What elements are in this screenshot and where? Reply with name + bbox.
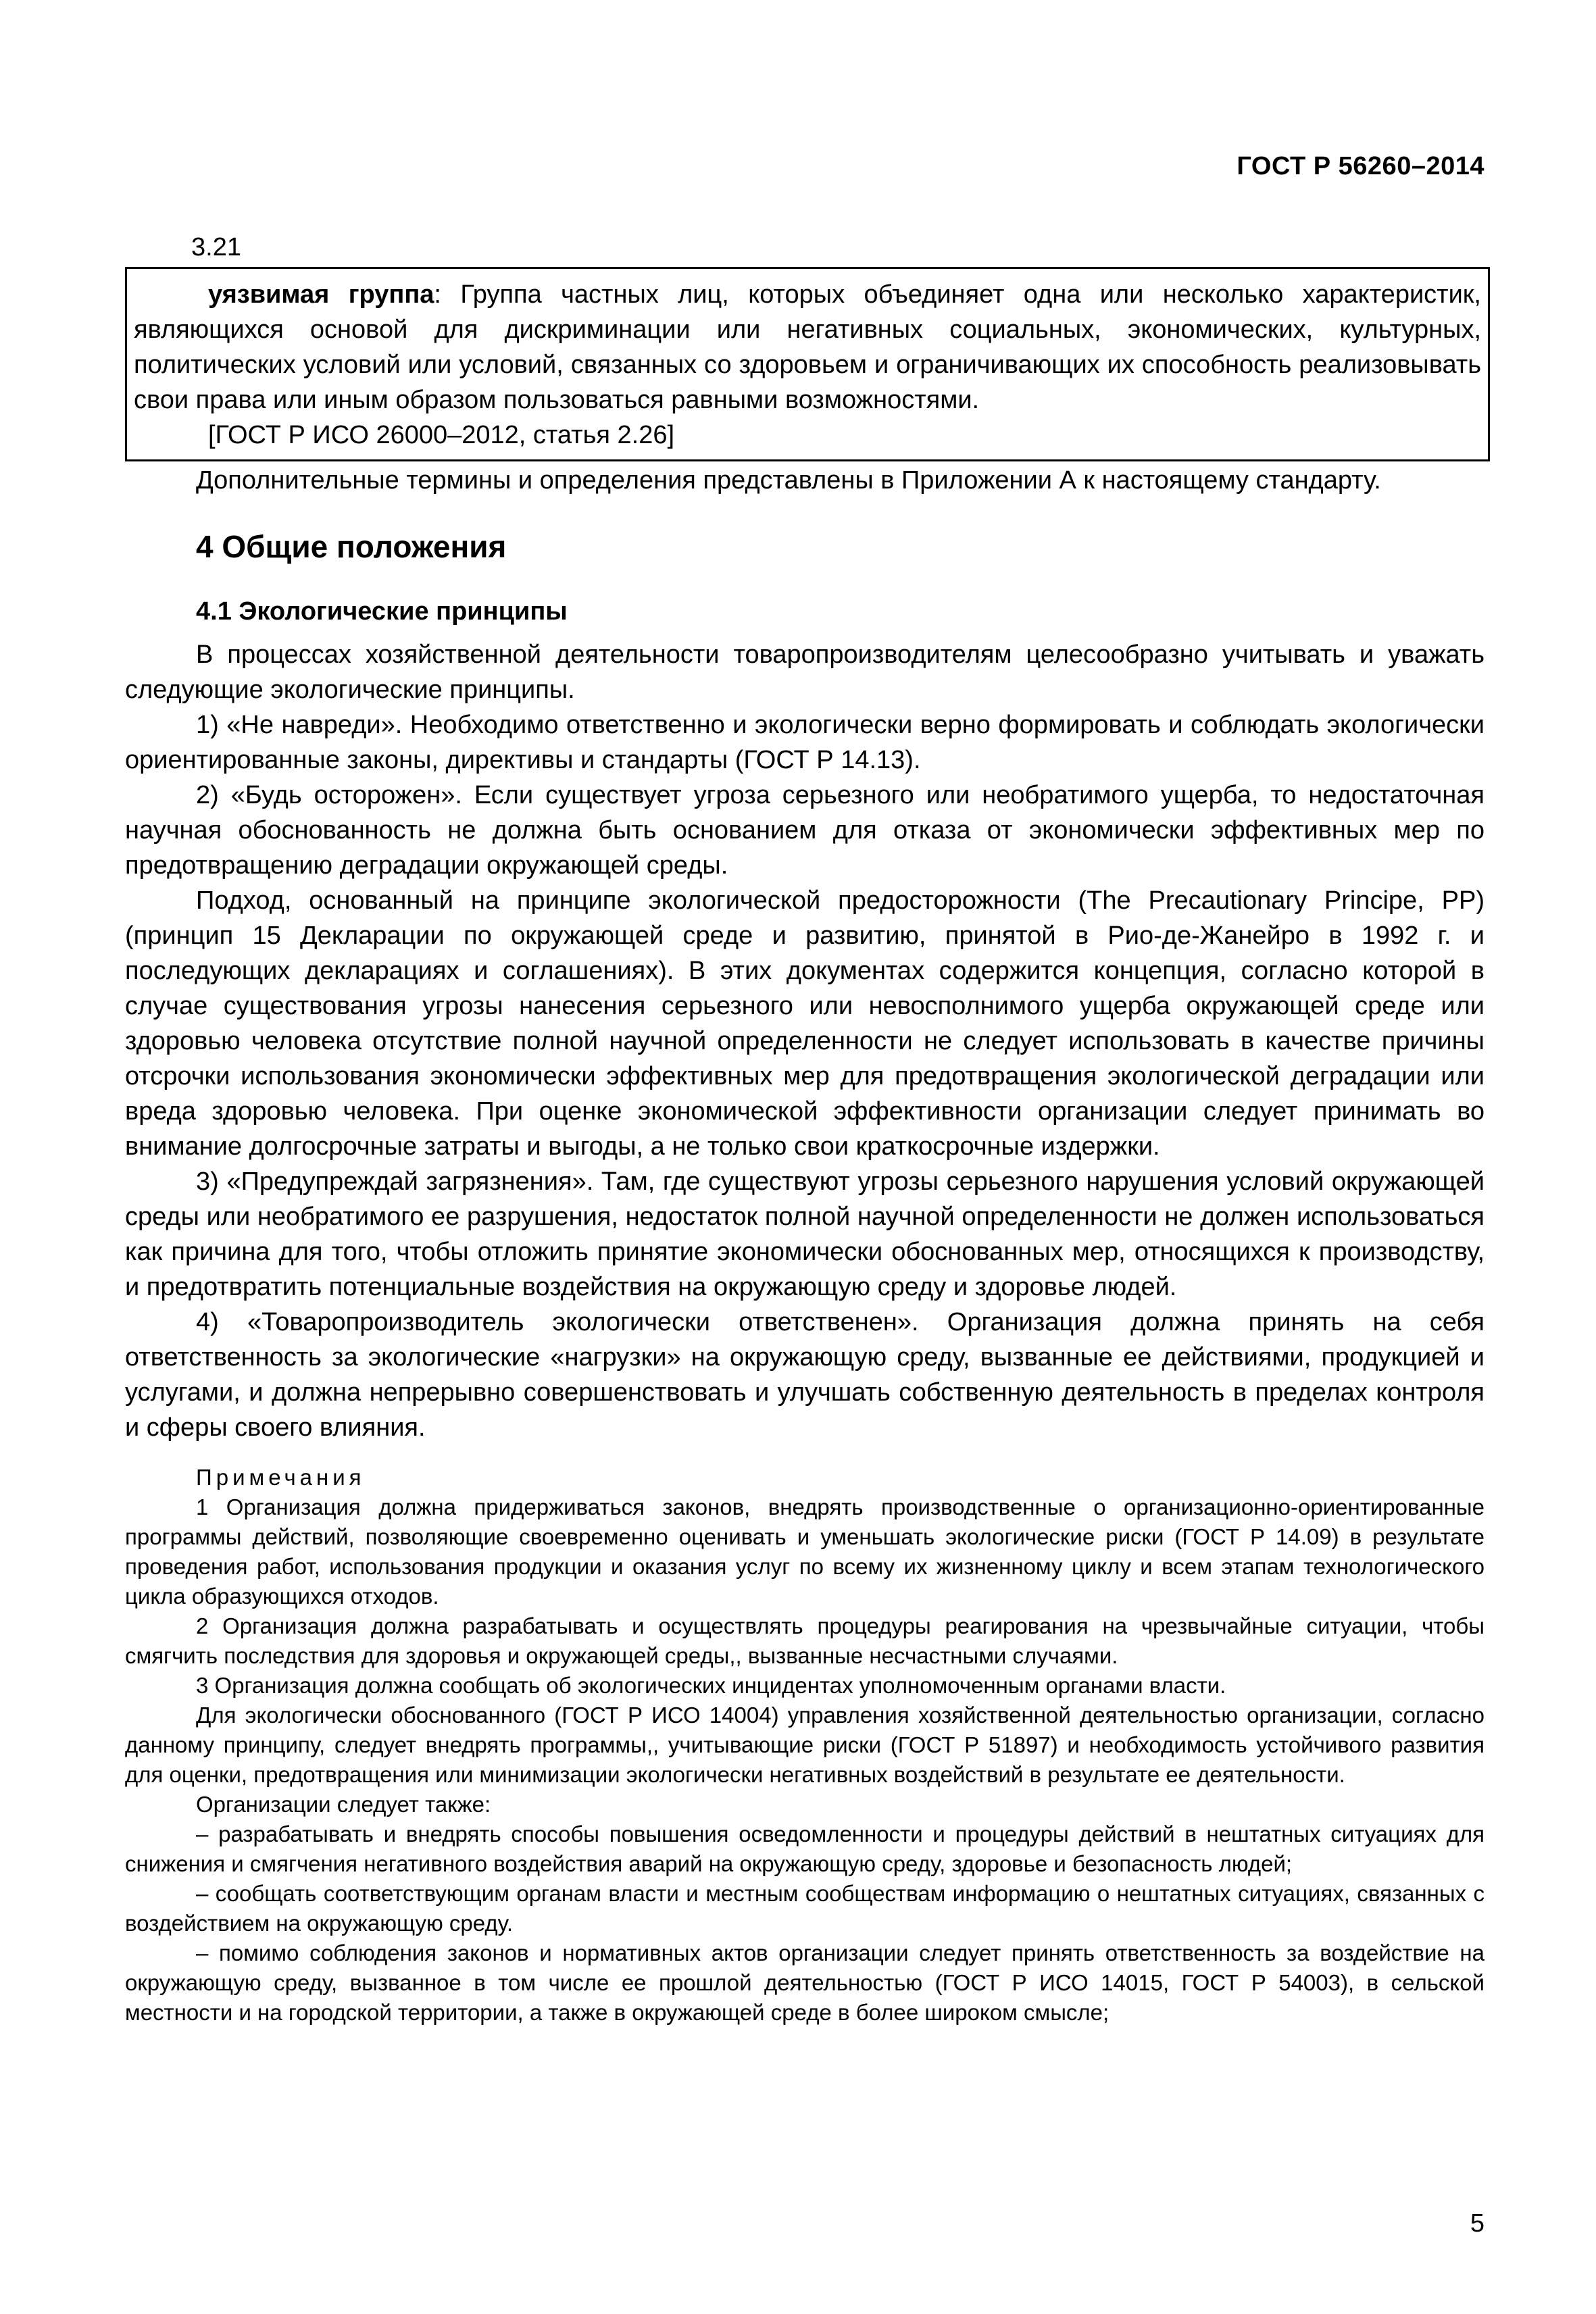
- document-page: [125, 0, 1485, 2314]
- note-item: Организации следует также:: [196, 1792, 491, 1817]
- document-id-header: ГОСТ Р 56260–2014: [1237, 152, 1485, 180]
- paragraph: Подход, основанный на принципе экологической предосторожности (The Precautionary Principe, PP) (принцип 15 Декларации по окружающей среде и развитию, принятой в Рио-де-Жанейро в 1992 г. и последующих декларациях и соглашениях). В этих документах содержится концепция, согласно которой в случае существования угрозы нанесения серьезного или невосполнимого ущерба окружающей среде или здоровью человека отсутствие полной научной определенности не следует использовать в качестве причины отсрочки использования экономически эффективных мер для предотвращения экологической деградации или вреда здоровью человека. При оценке экономической эффективности организации следует принимать во внимание долгосрочные затраты и выгоды, а не только свои краткосрочные издержки.: [125, 886, 1485, 1161]
- term-definition: [134, 277, 1481, 418]
- paragraph: 1) «Не навреди». Необходимо ответственно и экологически верно формировать и соблюдать экологически ориентированные законы, директивы и стандарты (ГОСТ Р 14.13).: [125, 711, 1485, 774]
- notes-block: [125, 1463, 1485, 2028]
- term-number: 3.21: [191, 233, 241, 261]
- note-item: – разрабатывать и внедрять способы повышения осведомленности и процедуры действий в нештатных ситуациях для снижения и смягчения негативного воздействия аварий на окружающую среду, здоровье и безопасность людей;: [125, 1821, 1485, 1876]
- paragraph: 4) «Товаропроизводитель экологически ответственен». Организация должна принять на себя ответственность за экологические «нагрузки» на окружающую среду, вызванные ее действиями, продукцией и услугами, и должна непрерывно совершенствовать и улучшать собственную деятельность в пределах контроля и сферы своего влияния.: [125, 1308, 1485, 1442]
- paragraph: 2) «Будь осторожен». Если существует угроза серьезного или необратимого ущерба, то недостаточная научная обоснованность не должна быть основанием для отказа от экономически эффективных мер по предотвращению деградации окружающей среды.: [125, 781, 1485, 880]
- term-definition-box: [125, 267, 1490, 461]
- subsection-title: 4.1 Экологические принципы: [196, 597, 568, 626]
- section-title: 4 Общие положения: [196, 529, 507, 564]
- main-content: [125, 463, 1485, 2028]
- term-source: [ГОСТ Р ИСО 26000–2012, статья 2.26]: [208, 421, 675, 449]
- note-item: Для экологически обоснованного (ГОСТ Р ИСО 14004) управления хозяйственной деятельностью организации, согласно данному принципу, следует внедрять программы,, учитывающие риски (ГОСТ Р 51897) и необходимость устойчивого развития для оценки, предотвращения или минимизации экологически негативных воздействий в результате ее деятельности.: [125, 1703, 1485, 1787]
- additional-terms-note: Дополнительные термины и определения представлены в Приложении А к настоящему стандарту.: [196, 466, 1381, 495]
- note-item: 2 Организация должна разрабатывать и осуществлять процедуры реагирования на чрезвычайные ситуации, чтобы смягчить последствия для здоровья и окружающей среды,, вызванные несчастными случаями.: [125, 1613, 1485, 1668]
- paragraph: В процессах хозяйственной деятельности товаропроизводителям целесообразно учитывать и уважать следующие экологические принципы.: [125, 640, 1485, 704]
- term-name: уязвимая группа: [208, 280, 434, 309]
- note-item: – помимо соблюдения законов и нормативных актов организации следует принять ответственность за воздействие на окружающую среду, вызванное в том числе ее прошлой деятельностью (ГОСТ Р ИСО 14015, ГОСТ Р 54003), в сельской местности и на городской территории, а также в окружающей среде в более широком смысле;: [125, 1940, 1485, 2025]
- page-number: 5: [1470, 2209, 1485, 2238]
- notes-title: Примечания: [196, 1465, 366, 1490]
- paragraph: 3) «Предупреждай загрязнения». Там, где существуют угрозы серьезного нарушения условий окружающей среды или необратимого ее разрушения, недостаток полной научной определенности не должен использоваться как причина для того, чтобы отложить принятие экономически обоснованных мер, относящихся к производству, и предотвратить потенциальные воздействия на окружающую среду и здоровье людей.: [125, 1167, 1485, 1301]
- term-definition-text: : Группа частных лиц, которых объединяет одна или несколько характеристик, являющихся основой для дискриминации или негативных социальных, экономических, культурных, политических условий или условий, связанных со здоровьем и ограничивающих их способность реализовывать свои права или иным образом пользоваться равными возможностями.: [134, 280, 1481, 414]
- note-item: 1 Организация должна придерживаться законов, внедрять производственные о организационно-ориентированные программы действий, позволяющие своевременно оценивать и уменьшать экологические риски (ГОСТ Р 14.09) в результате проведения работ, использования продукции и оказания услуг по всему их жизненному циклу и всем этапам технологического цикла образующихся отходов.: [125, 1494, 1485, 1609]
- note-item: – сообщать соответствующим органам власти и местным сообществам информацию о нештатных ситуациях, связанных с воздействием на окружающую среду.: [125, 1881, 1485, 1936]
- note-item: 3 Организация должна сообщать об экологических инцидентах уполномоченным органами власти.: [196, 1673, 1226, 1698]
